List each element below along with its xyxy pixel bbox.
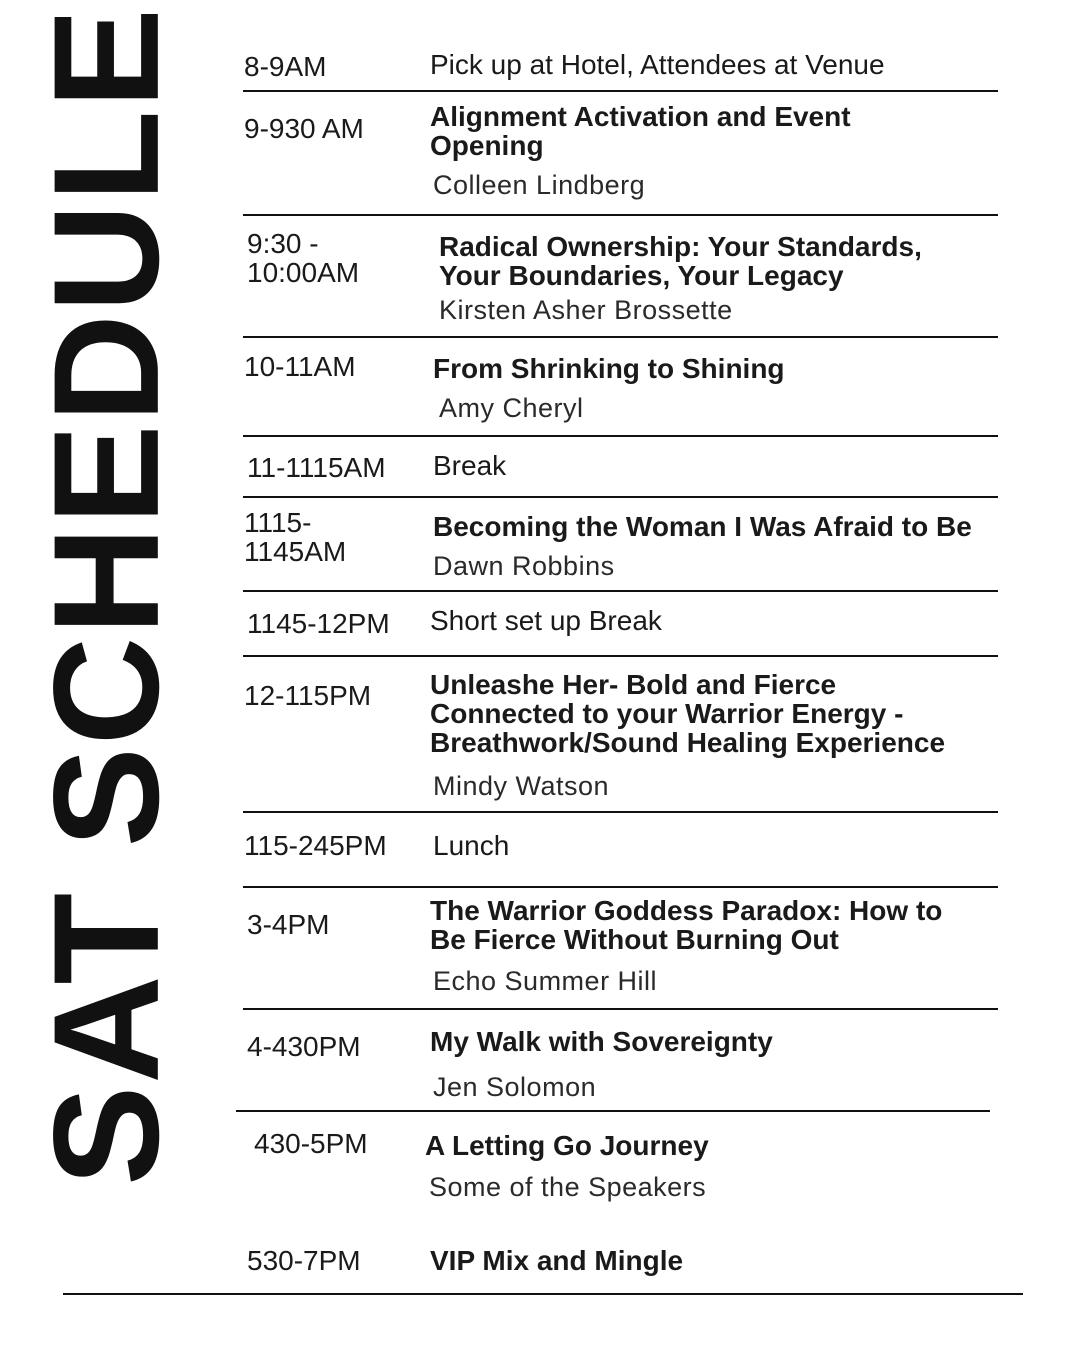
slot-time: 4-430PM <box>247 1031 361 1062</box>
row-divider <box>243 435 998 437</box>
row-divider <box>243 496 998 498</box>
slot-time: 530-7PM <box>247 1245 361 1276</box>
speaker-name: Some of the Speakers <box>429 1172 707 1202</box>
slot-time: 9:30 - 10:00AM <box>247 228 360 288</box>
page-title: SAT SCHEDULE <box>22 6 190 1186</box>
row-divider <box>236 1110 990 1112</box>
speaker-name: Echo Summer Hill <box>433 966 658 996</box>
slot-time: 10-11AM <box>244 351 356 382</box>
slot-time: 115-245PM <box>244 830 387 861</box>
session-title: Becoming the Woman I Was Afraid to Be <box>433 511 972 542</box>
row-divider <box>243 590 998 592</box>
slot-time: 9-930 AM <box>244 113 364 144</box>
session-title: From Shrinking to Shining <box>433 353 785 384</box>
speaker-name: Dawn Robbins <box>433 551 615 581</box>
session-title: A Letting Go Journey <box>425 1130 709 1161</box>
speaker-name: Colleen Lindberg <box>433 170 646 200</box>
slot-time: 430-5PM <box>254 1128 368 1159</box>
session-title: VIP Mix and Mingle <box>430 1245 684 1276</box>
slot-time: 1145-12PM <box>247 608 390 639</box>
slot-activity: Break <box>433 450 507 481</box>
row-divider <box>243 214 998 216</box>
slot-time: 8-9AM <box>244 51 327 82</box>
row-divider <box>243 90 998 92</box>
row-divider <box>243 1008 998 1010</box>
slot-time: 11-1115AM <box>247 452 386 483</box>
row-divider <box>243 336 998 338</box>
slot-activity: Pick up at Hotel, Attendees at Venue <box>430 49 885 80</box>
session-title: My Walk with Sovereignty <box>430 1026 773 1057</box>
speaker-name: Amy Cheryl <box>439 393 584 423</box>
session-title: Radical Ownership: Your Standards, Your Boundaries, Your Legacy <box>439 231 922 291</box>
speaker-name: Kirsten Asher Brossette <box>439 295 733 325</box>
session-title: Alignment Activation and Event Opening <box>430 101 851 161</box>
slot-time: 3-4PM <box>247 909 330 940</box>
speaker-name: Jen Solomon <box>433 1072 597 1102</box>
row-divider <box>243 811 998 813</box>
slot-time: 12-115PM <box>244 680 372 711</box>
speaker-name: Mindy Watson <box>433 771 610 801</box>
session-title: The Warrior Goddess Paradox: How to Be Fierce Without Burning Out <box>430 895 943 955</box>
slot-activity: Lunch <box>433 830 510 861</box>
slot-activity: Short set up Break <box>430 605 662 636</box>
row-divider <box>243 655 998 657</box>
row-divider <box>243 886 998 888</box>
bottom-rule <box>63 1293 1023 1295</box>
session-title: Unleashe Her- Bold and Fierce Connected to your Warrior Energy - Breathwork/Sound Healing Experience <box>430 669 946 758</box>
slot-time: 1115- 1145AM <box>244 507 347 567</box>
